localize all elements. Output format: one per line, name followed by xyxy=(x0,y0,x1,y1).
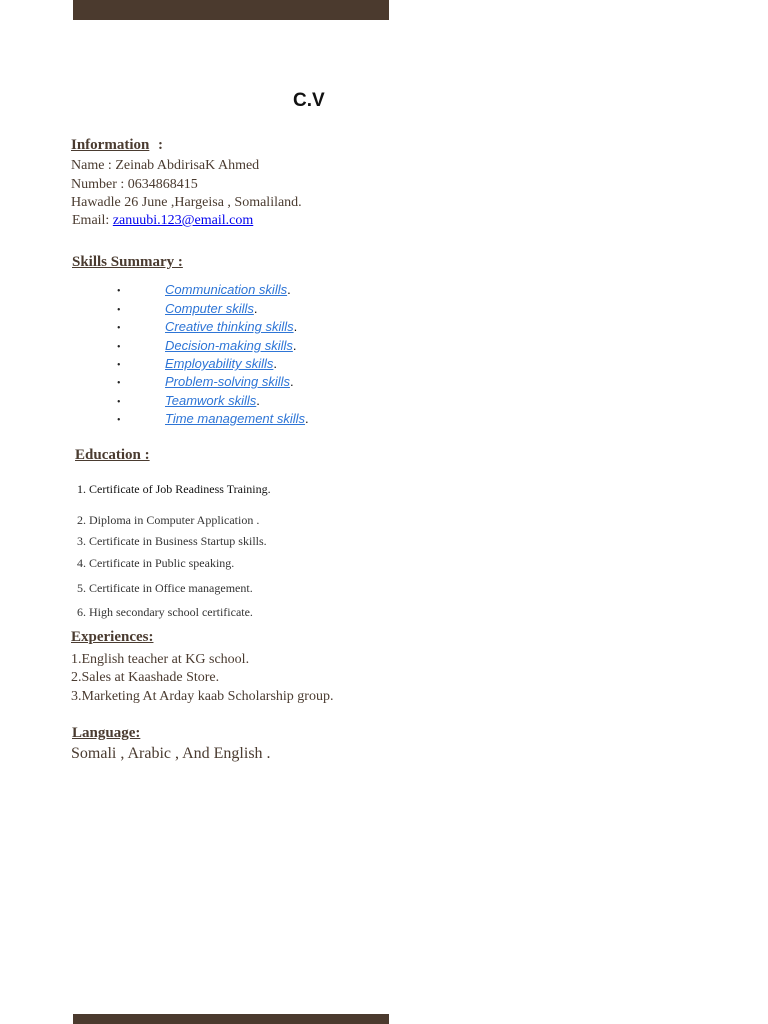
language-heading: Language: xyxy=(72,725,141,741)
footer-bar xyxy=(73,1014,389,1024)
email-link[interactable]: zanuubi.123@email.com xyxy=(112,213,254,228)
information-heading-colon: : xyxy=(158,137,163,153)
education-heading: Education : xyxy=(75,447,150,463)
header-bar xyxy=(73,0,389,20)
skill-item xyxy=(165,338,297,353)
education-item: 5. Certificate in Office management. xyxy=(77,581,253,595)
bullet-icon: • xyxy=(117,342,121,353)
experience-item: 3.Marketing At Arday kaab Scholarship group. xyxy=(71,689,334,704)
skills-heading: Skills Summary : xyxy=(72,254,183,270)
page-title: C.V xyxy=(293,90,325,111)
skill-link[interactable]: Creative thinking skills xyxy=(165,319,294,334)
info-address: Hawadle 26 June ,Hargeisa , Somaliland. xyxy=(71,195,302,210)
info-name: Name : Zeinab AbdirisaK Ahmed xyxy=(71,158,260,173)
education-item: 1. Certificate of Job Readiness Training. xyxy=(77,482,271,496)
experiences-heading: Experiences: xyxy=(71,629,154,645)
skill-link[interactable]: Problem-solving skills xyxy=(165,374,290,389)
bullet-icon: • xyxy=(117,286,121,297)
skill-item xyxy=(165,374,294,389)
bullet-icon: • xyxy=(117,323,121,334)
skill-item xyxy=(165,356,277,371)
skill-link[interactable]: Employability skills xyxy=(165,356,274,371)
experience-item: 1.English teacher at KG school. xyxy=(71,652,250,667)
experience-item: 2.Sales at Kaashade Store. xyxy=(71,670,220,685)
skill-period: . xyxy=(292,338,297,353)
skill-period: . xyxy=(256,393,260,408)
information-heading xyxy=(71,137,149,154)
bullet-icon: • xyxy=(117,415,121,426)
skill-link[interactable]: Communication skills xyxy=(165,282,288,297)
skill-item xyxy=(165,319,297,334)
language-text: Somali , Arabic , And English . xyxy=(71,745,271,762)
skill-link[interactable]: Teamwork skills xyxy=(165,393,257,408)
skill-link[interactable]: Time management skills xyxy=(165,411,306,426)
skill-link[interactable]: Computer skills xyxy=(165,301,254,316)
information-heading-text: Information xyxy=(71,137,150,153)
education-item: 2. Diploma in Computer Application . xyxy=(77,513,260,527)
bullet-icon: • xyxy=(117,397,121,408)
skill-item xyxy=(165,282,291,297)
skill-item xyxy=(165,301,257,316)
skill-period: . xyxy=(287,282,291,297)
bullet-icon: • xyxy=(117,305,121,316)
skill-link[interactable]: Decision-making skills xyxy=(165,338,293,353)
skill-period: . xyxy=(305,411,309,426)
skill-item xyxy=(165,393,260,408)
info-number: Number : 0634868415 xyxy=(71,177,198,192)
education-item: 6. High secondary school certificate. xyxy=(77,605,253,619)
skill-period: . xyxy=(273,356,277,371)
bullet-icon: • xyxy=(117,360,121,371)
bullet-icon: • xyxy=(117,378,121,389)
skill-period: . xyxy=(289,374,294,389)
education-item: 3. Certificate in Business Startup skills. xyxy=(77,534,267,548)
skill-period: . xyxy=(253,301,258,316)
email-label: Email: xyxy=(72,213,113,228)
skill-period: . xyxy=(293,319,298,334)
info-email-line xyxy=(72,213,253,229)
education-item: 4. Certificate in Public speaking. xyxy=(77,556,235,570)
skill-item xyxy=(165,411,309,426)
